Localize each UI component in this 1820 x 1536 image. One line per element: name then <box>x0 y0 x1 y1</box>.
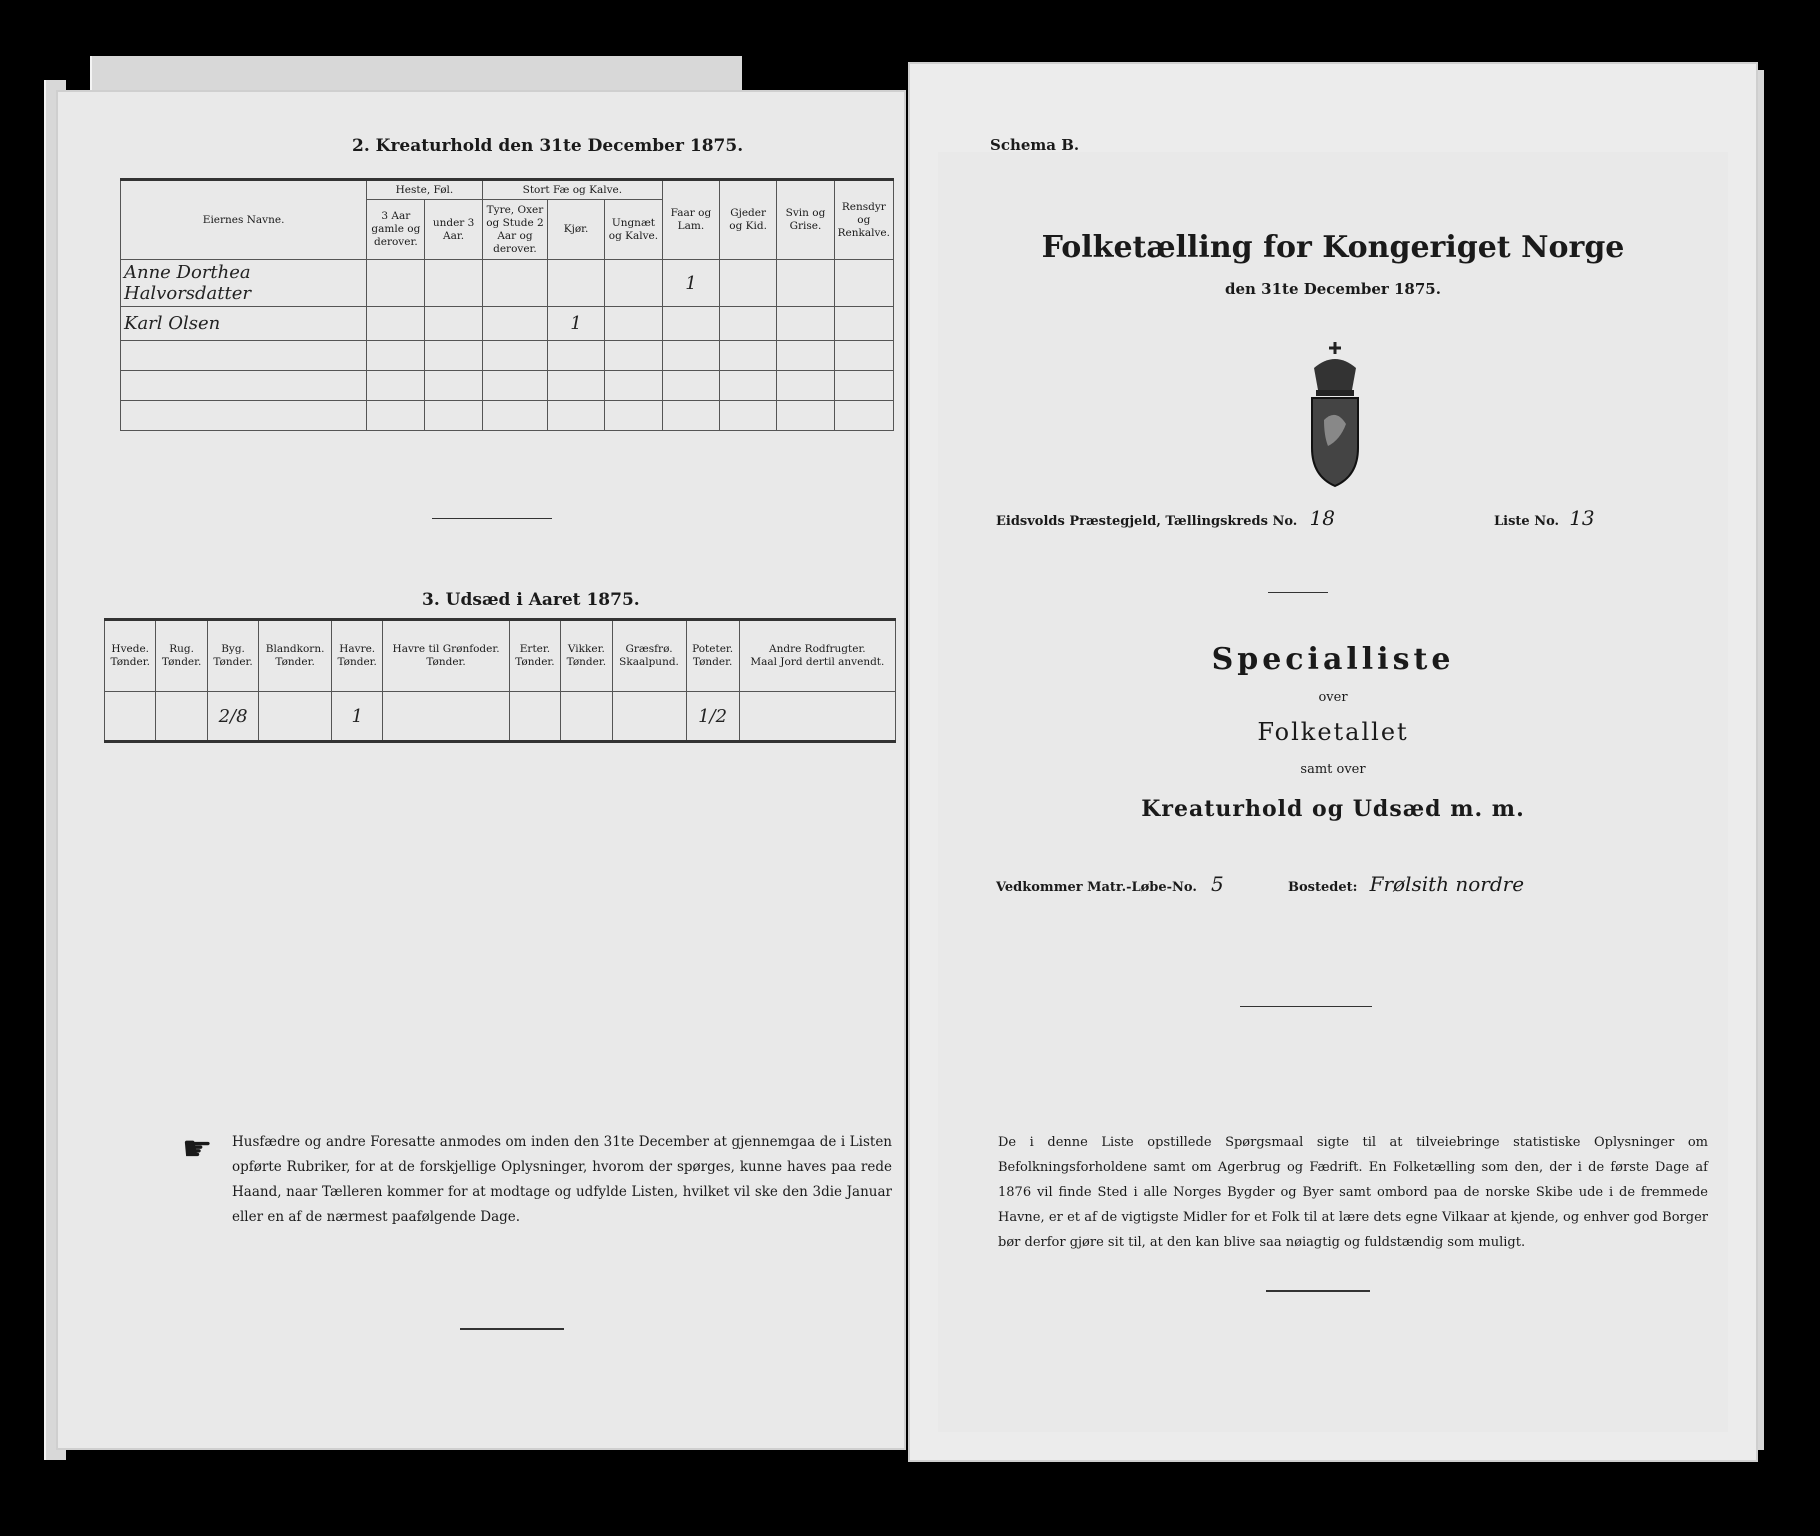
seed-value <box>612 692 686 742</box>
bottom-rule <box>1266 1290 1370 1292</box>
matr-label: Vedkommer Matr.-Løbe-No. <box>996 880 1197 895</box>
seed-header: Poteter. Tønder. <box>686 620 739 692</box>
specialliste-heading: Specialliste <box>1211 642 1455 677</box>
divider-rule <box>1240 1006 1372 1007</box>
bottom-rule <box>460 1328 564 1330</box>
parish-label: Eidsvolds Præstegjeld, Tællingskreds No. <box>996 514 1298 529</box>
info-paragraph: De i denne Liste opstillede Spørgsmaal sigte til at tilveiebringe statistiske Oplysninger om Befolkningsforholdene samt om Agerbrug og Fædrift. En Folketælling som den, der i de første Dage af 1876 vil finde Sted i alle Norges Bygder og Byer samt ombord paa de norske Skibe ude i de fremmede Havne, er et af de vigtigste Midler for et Folk til at lære dets egne Vilkaar at kjende, og enhver god Borger bør derfor gjøre sit til, at den kan blive saa nøiagtig og fuldstændig som muligt. <box>998 1135 1708 1250</box>
seed-value: 1/2 <box>686 692 739 742</box>
table-row <box>121 260 894 307</box>
seed-value <box>156 692 207 742</box>
kreaturhold-heading: Kreaturhold og Udsæd m. m. <box>1141 796 1525 822</box>
parish-line <box>996 506 1335 530</box>
owner-name: Anne Dorthea Halvorsdatter <box>121 260 367 307</box>
matr-number: 5 <box>1211 872 1224 896</box>
owner-name: Karl Olsen <box>121 307 367 341</box>
samt-over-label: samt over <box>1300 762 1366 777</box>
liste-label: Liste No. <box>1494 514 1560 529</box>
liste-number: 13 <box>1569 506 1595 530</box>
folketallet-heading: Folketallet <box>1257 718 1409 746</box>
seed-header: Græsfrø. Skaalpund. <box>612 620 686 692</box>
seed-value <box>259 692 332 742</box>
seed-header: Byg. Tønder. <box>207 620 258 692</box>
section3-title: 3. Udsæd i Aaret 1875. <box>422 590 640 610</box>
seed-header: Havre til Grønfoder. Tønder. <box>383 620 509 692</box>
divider-rule <box>1268 592 1328 593</box>
seed-header: Rug. Tønder. <box>156 620 207 692</box>
header-cattle-cows: Kjør. <box>548 200 605 260</box>
schema-label: Schema B. <box>990 136 1080 154</box>
table-row <box>121 341 894 371</box>
seed-header: Blandkorn. Tønder. <box>259 620 332 692</box>
header-sheep: Faar og Lam. <box>663 180 720 260</box>
header-cattle-young: Ungnæt og Kalve. <box>604 200 662 260</box>
header-pigs: Svin og Grise. <box>777 180 834 260</box>
seed-header: Vikker. Tønder. <box>561 620 612 692</box>
seed-value <box>383 692 509 742</box>
header-goats: Gjeder og Kid. <box>719 180 777 260</box>
left-page <box>56 90 906 1450</box>
main-date: den 31te December 1875. <box>1225 280 1441 298</box>
header-reindeer: Rensdyr og Renkalve. <box>834 180 893 260</box>
matr-line <box>996 872 1224 896</box>
table-row <box>121 307 894 341</box>
notice-text: Husfædre og andre Foresatte anmodes om inden den 31te December at gjennemgaa de i Listen opførte Rubriker, for at de forskjellige Oplysninger, hvorom der spørges, kunne haves paa rede Haand, naar Tælleren kommer for at modtage og udfylde Listen, hvilket vil ske den 3die Januar eller en af de nærmest paafølgende Dage. <box>232 1134 892 1225</box>
header-cattle-bulls: Tyre, Oxer og Stude 2 Aar og derover. <box>482 200 548 260</box>
cows-count <box>548 260 605 307</box>
header-horses: Heste, Føl. <box>367 180 482 200</box>
bosted-label: Bostedet: <box>1288 880 1358 895</box>
seed-value <box>561 692 612 742</box>
kreds-number: 18 <box>1309 506 1335 530</box>
seed-header: Andre Rodfrugter. Maal Jord dertil anvendt. <box>739 620 895 692</box>
divider-rule <box>432 518 552 519</box>
table-row <box>121 401 894 431</box>
right-page <box>908 62 1758 1462</box>
seed-value <box>739 692 895 742</box>
over-label: over <box>1318 690 1348 705</box>
table-row <box>121 371 894 401</box>
coat-of-arms-icon <box>1300 340 1370 490</box>
header-horses-young: under 3 Aar. <box>425 200 482 260</box>
header-cattle: Stort Fæ og Kalve. <box>482 180 662 200</box>
cows-count: 1 <box>548 307 605 341</box>
seed-header: Havre. Tønder. <box>331 620 382 692</box>
livestock-table <box>120 178 894 431</box>
seed-value <box>105 692 156 742</box>
seed-header: Erter. Tønder. <box>509 620 560 692</box>
section2-title: 2. Kreaturhold den 31te December 1875. <box>352 136 744 156</box>
main-title: Folketælling for Kongeriget Norge <box>1041 230 1625 265</box>
seed-value: 1 <box>331 692 382 742</box>
seed-header: Hvede. Tønder. <box>105 620 156 692</box>
sheep-count: 1 <box>663 260 720 307</box>
table-row <box>105 692 896 742</box>
pointing-hand-icon: ☛ <box>182 1129 213 1169</box>
bosted-value: Frølsith nordre <box>1369 872 1525 896</box>
seed-value: 2/8 <box>207 692 258 742</box>
seed-value <box>509 692 560 742</box>
header-owner: Eiernes Navne. <box>121 180 367 260</box>
liste-line <box>1494 506 1595 530</box>
header-horses-old: 3 Aar gamle og derover. <box>367 200 425 260</box>
seed-table <box>104 618 896 743</box>
sheep-count <box>663 307 720 341</box>
bosted-line <box>1288 872 1524 896</box>
